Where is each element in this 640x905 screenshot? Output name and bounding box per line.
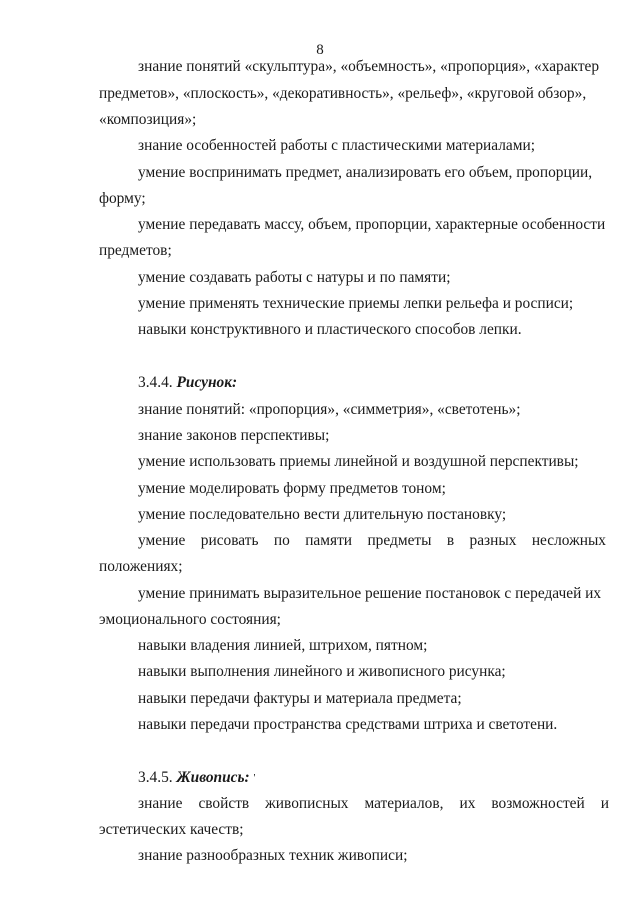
word: знание xyxy=(138,795,183,812)
text-line: «композиция»; xyxy=(99,111,197,128)
text-line: умение последовательно вести длительную постановку; xyxy=(138,506,507,523)
word: умение xyxy=(138,532,186,549)
word: в xyxy=(446,532,455,549)
justified-line xyxy=(138,531,606,551)
word: и xyxy=(600,795,609,812)
text-line: навыки выполнения линейного и живописного рисунка; xyxy=(138,663,506,680)
word: разных xyxy=(469,532,517,549)
text-line: знание законов перспективы; xyxy=(138,427,330,444)
text-line: умение передавать массу, объем, пропорции, характерные особенности xyxy=(138,216,606,233)
text-line: положениях; xyxy=(99,558,183,575)
text-line: навыки передачи пространства средствами штриха и светотени. xyxy=(138,716,558,733)
section-title: Рисунок: xyxy=(176,374,238,391)
text-line: умение воспринимать предмет, анализировать его объем, пропорции, xyxy=(138,164,593,181)
word: предметы xyxy=(367,532,432,549)
section-number: 3.4.5. xyxy=(138,769,173,786)
section-number: 3.4.4. xyxy=(138,374,173,391)
page-number: 8 xyxy=(316,42,324,58)
word: материалов, xyxy=(364,795,444,812)
word: их xyxy=(459,795,476,812)
text-line: умение применять технические приемы лепки рельефа и росписи; xyxy=(138,295,574,312)
text-line: навыки передачи фактуры и материала предмета; xyxy=(138,690,462,707)
text-line: умение принимать выразительное решение постановок с передачей их xyxy=(138,585,602,602)
text-line: знание понятий «скульптура», «объемность», «пропорция», «характер xyxy=(138,58,600,75)
word: свойств xyxy=(198,795,250,812)
text-line: предметов», «плоскость», «декоративность», «рельеф», «круговой обзор», xyxy=(99,85,587,102)
text-line: умение моделировать форму предметов тоном; xyxy=(138,480,446,497)
stray-mark: ' xyxy=(253,772,256,784)
text-line: знание разнообразных техник живописи; xyxy=(138,847,408,864)
text-line: форму; xyxy=(99,190,146,207)
word: рисовать xyxy=(200,532,259,549)
section-title: Живопись: xyxy=(176,769,250,786)
text-line: эмоционального состояния; xyxy=(99,611,281,628)
text-line: знание понятий: «пропорция», «симметрия», «светотень»; xyxy=(138,401,521,418)
text-line: предметов; xyxy=(99,242,172,259)
text-line: умение создавать работы с натуры и по памяти; xyxy=(138,269,451,286)
section-heading xyxy=(138,373,237,393)
text-line: эстетических качеств; xyxy=(99,821,244,838)
text-line: навыки конструктивного и пластического способов лепки. xyxy=(138,321,522,338)
word: несложных xyxy=(531,532,606,549)
text-line: навыки владения линией, штрихом, пятном; xyxy=(138,637,428,654)
section-heading xyxy=(138,768,256,788)
word: памяти xyxy=(305,532,353,549)
word: живописных xyxy=(265,795,349,812)
justified-line xyxy=(138,794,609,814)
word: по xyxy=(273,532,290,549)
word: возможностей xyxy=(491,795,585,812)
text-line: знание особенностей работы с пластическими материалами; xyxy=(138,137,535,154)
text-line: умение использовать приемы линейной и воздушной перспективы; xyxy=(138,453,579,470)
